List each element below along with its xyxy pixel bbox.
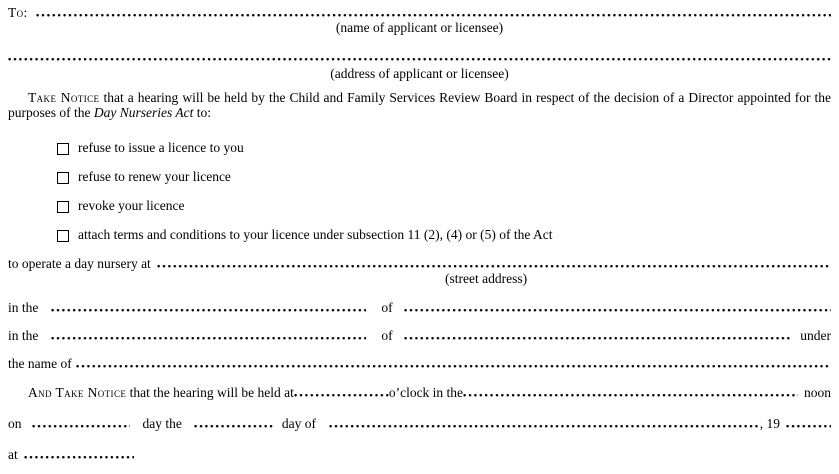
municipality-type-dots-2[interactable]: [51, 336, 366, 340]
checkbox-attach-terms[interactable]: [57, 230, 69, 242]
checkbox-revoke[interactable]: [57, 201, 69, 213]
option-refuse-renew: [57, 169, 831, 184]
to-label: To:: [8, 5, 28, 20]
oclock-label: o’clock in the: [388, 385, 464, 400]
under-label: under: [800, 328, 831, 343]
operate-line: [8, 256, 831, 271]
street-caption: (street address): [445, 271, 528, 286]
municipality-name-dots-2[interactable]: [404, 336, 793, 340]
year-label: , 19: [759, 416, 780, 431]
name-of-line: [8, 356, 831, 371]
business-name-dots[interactable]: [76, 364, 831, 368]
month-dots[interactable]: [329, 424, 760, 428]
address-caption: (address of applicant or licensee): [330, 66, 509, 81]
act-title: Day Nurseries Act: [93, 105, 194, 120]
at-label: at: [8, 447, 18, 462]
municipality-line-1: [8, 300, 831, 315]
in-the-label-1: in the: [8, 300, 39, 315]
option-refuse-issue: [57, 140, 831, 155]
municipality-type-dots-1[interactable]: [51, 308, 366, 312]
name-of-label: the name of: [8, 356, 72, 371]
take-notice-tail: to:: [193, 105, 211, 120]
day-the-label: day the: [142, 416, 182, 431]
address-line: [8, 57, 831, 61]
place-dots[interactable]: [24, 455, 134, 459]
option-attach-terms: [57, 227, 831, 242]
hearing-hour-dots[interactable]: [294, 393, 389, 397]
municipality-line-2: [8, 328, 831, 343]
option-label-refuse-issue: refuse to issue a licence to you: [78, 140, 244, 155]
option-revoke: [57, 198, 831, 213]
option-label-refuse-renew: refuse to renew your licence: [78, 169, 231, 184]
hearing-lead-text: [28, 385, 294, 400]
day-number-dots[interactable]: [194, 424, 274, 428]
to-line: [8, 5, 831, 20]
year-dots[interactable]: [786, 424, 831, 428]
hearing-body: that the hearing will be held at: [126, 385, 294, 400]
checkbox-refuse-issue[interactable]: [57, 143, 69, 155]
on-label: on: [8, 416, 22, 431]
of-label-2: of: [381, 328, 393, 343]
of-label-1: of: [381, 300, 393, 315]
name-caption: (name of applicant or licensee): [335, 20, 504, 35]
option-label-attach-terms: attach terms and conditions to your licence under subsection 11 (2), (4) or (5) of the Act: [78, 227, 553, 242]
hearing-time-line: [8, 385, 831, 400]
take-notice-lead: Take Notice: [28, 90, 100, 105]
hearing-period-dots[interactable]: [463, 393, 798, 397]
street-address-dots[interactable]: [157, 264, 831, 268]
hearing-place-line: [8, 447, 831, 462]
noon-label: noon: [804, 385, 831, 400]
and-take-notice-lead: And Take Notice: [28, 385, 127, 400]
applicant-name-dots[interactable]: [36, 13, 831, 17]
option-label-revoke: revoke your licence: [78, 198, 185, 213]
take-notice-body: that a hearing will be held by the Child and Family Services Review Board in respect of the decision of a Director appointed for the purposes of the: [8, 90, 832, 120]
take-notice-paragraph: [8, 90, 831, 120]
decision-options-list: [57, 140, 831, 242]
applicant-address-dots[interactable]: [8, 57, 831, 61]
weekday-dots[interactable]: [32, 424, 130, 428]
operate-label: to operate a day nursery at: [8, 256, 151, 271]
municipality-name-dots-1[interactable]: [404, 308, 831, 312]
day-of-label: day of: [281, 416, 316, 431]
hearing-date-line: [8, 416, 831, 431]
in-the-label-2: in the: [8, 328, 39, 343]
checkbox-refuse-renew[interactable]: [57, 172, 69, 184]
